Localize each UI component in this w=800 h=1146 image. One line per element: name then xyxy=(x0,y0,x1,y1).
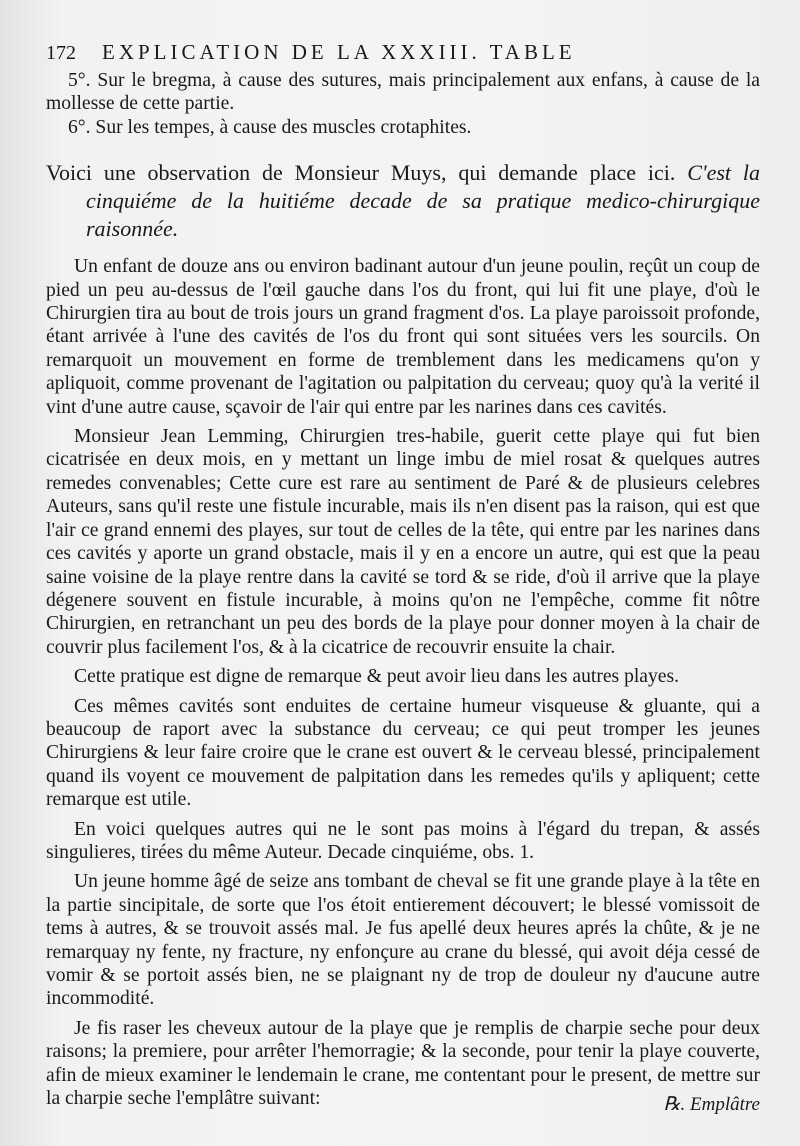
paragraph-7: Je fis raser les cheveux autour de la playe que je remplis de charpie seche pour deux raisons; la premiere, pour arrêter l'hemorragie; & la seconde, pour tenir la playe couverte, afin de mieux examiner le lendemain le crane, me contentant pour le present, de mettre sur la charpie seche l'emplâtre suivant: xyxy=(46,1017,760,1110)
observation-source: C'est la cinquiéme de la huitiéme decade de sa pratique medico-chirurgique raisonnée. xyxy=(86,160,761,242)
observation-heading xyxy=(46,159,760,243)
list-item-6: 6°. Sur les tempes, à cause des muscles crotaphites. xyxy=(68,116,472,138)
running-head xyxy=(46,40,760,65)
paragraph-5: En voici quelques autres qui ne le sont pas moins à l'égard du trepan, & assés singulieres, tirées du même Auteur. Decade cinquiéme, obs. 1. xyxy=(46,818,760,863)
page-number: 172 xyxy=(46,42,76,64)
paragraph-6: Un jeune homme âgé de seize ans tombant de cheval se fit une grande playe à la tête en la partie sincipitale, de sorte que l'os étoit entierement découvert; le blessé vomissoit de tems à autres, & se trouvoit assés mal. Je fus apellé deux heures aprés la chûte, & je ne remarquay ny fente, ny fracture, ny enfonçure au crane du blessé, qui avoit déja cessé de vomir & se portoit assés bien, ne se plaignant ny de trop de douleur ny d'aucune autre incommodité. xyxy=(46,871,760,1010)
list-item-5: 5°. Sur le bregma, à cause des sutures, mais principalement aux enfans, à cause de la mollesse de cette partie. xyxy=(46,70,760,115)
paragraph-2: Monsieur Jean Lemming, Chirurgien tres-habile, guerit cette playe qui fut bien cicatrisée en deux mois, en y mettant un linge imbu de miel rosat & quelques autres remedes convenables; Cette cure est rare au sentiment de Paré & de plusieurs celebres Auteurs, sans qu'il reste une fistule incurable, mais ils n'en disent pas la raison, qui est que l'air ce grand ennemi des playes, sur tout de celles de la tête, qui entre par les narines dans ces cavités y aporte un grand obstacle, mais il y en a encore un autre, qui est que la peau saine voisine de la playe rentre dans la cavité se tord & se ride, d'où il arrive que la playe dégenere souvent en fistule incurable, à moins qu'on ne l'empêche, comme fit nôtre Chirurgien, en retranchant un peu des bords de la playe pour donner moyen à la chair de couvrir plus facilement l'os, & à la cicatrice de recouvrir ensuite la chair. xyxy=(46,426,760,658)
catchword: ℞. Emplâtre xyxy=(663,1094,760,1115)
observation-lead: Voici une observation de Monsieur Muys, qui demande place ici. xyxy=(46,160,676,186)
paragraph-1: Un enfant de douze ans ou environ badinant autour d'un jeune poulin, reçût un coup de pied un peu au-dessus de l'œil gauche dans l'os du front, qui lui fit une playe, d'où le Chirurgien tira au bout de trois jours un grand fragment d'os. La playe paroissoit profonde, étant arrivée à l'une des cavités de l'os du front qui sont situées vers les sourcils. On remarquoit un mouvement en forme de tremblement dans les medicamens qu'on y apliquoit, comme provenant de l'agitation ou palpitation du cerveau; quoy qu'à la verité il vint d'une autre cause, sçavoir de l'air qui entre par les narines dans ces cavités. xyxy=(46,256,760,418)
paragraph-3: Cette pratique est digne de remarque & peut avoir lieu dans les autres playes. xyxy=(74,666,680,688)
running-title: EXPLICATION DE LA XXXIII. TABLE xyxy=(102,40,576,64)
paragraph-4: Ces mêmes cavités sont enduites de certaine humeur visqueuse & gluante, qui a beaucoup de raport avec la substance du cerveau; ce qui peut tromper les jeunes Chirurgiens & leur faire croire que le crane est ouvert & le cerveau blessé, principalement quand ils voyent ce mouvement de palpitation dans les remedes qu'ils y apliquent; cette remarque est utile. xyxy=(46,695,760,811)
